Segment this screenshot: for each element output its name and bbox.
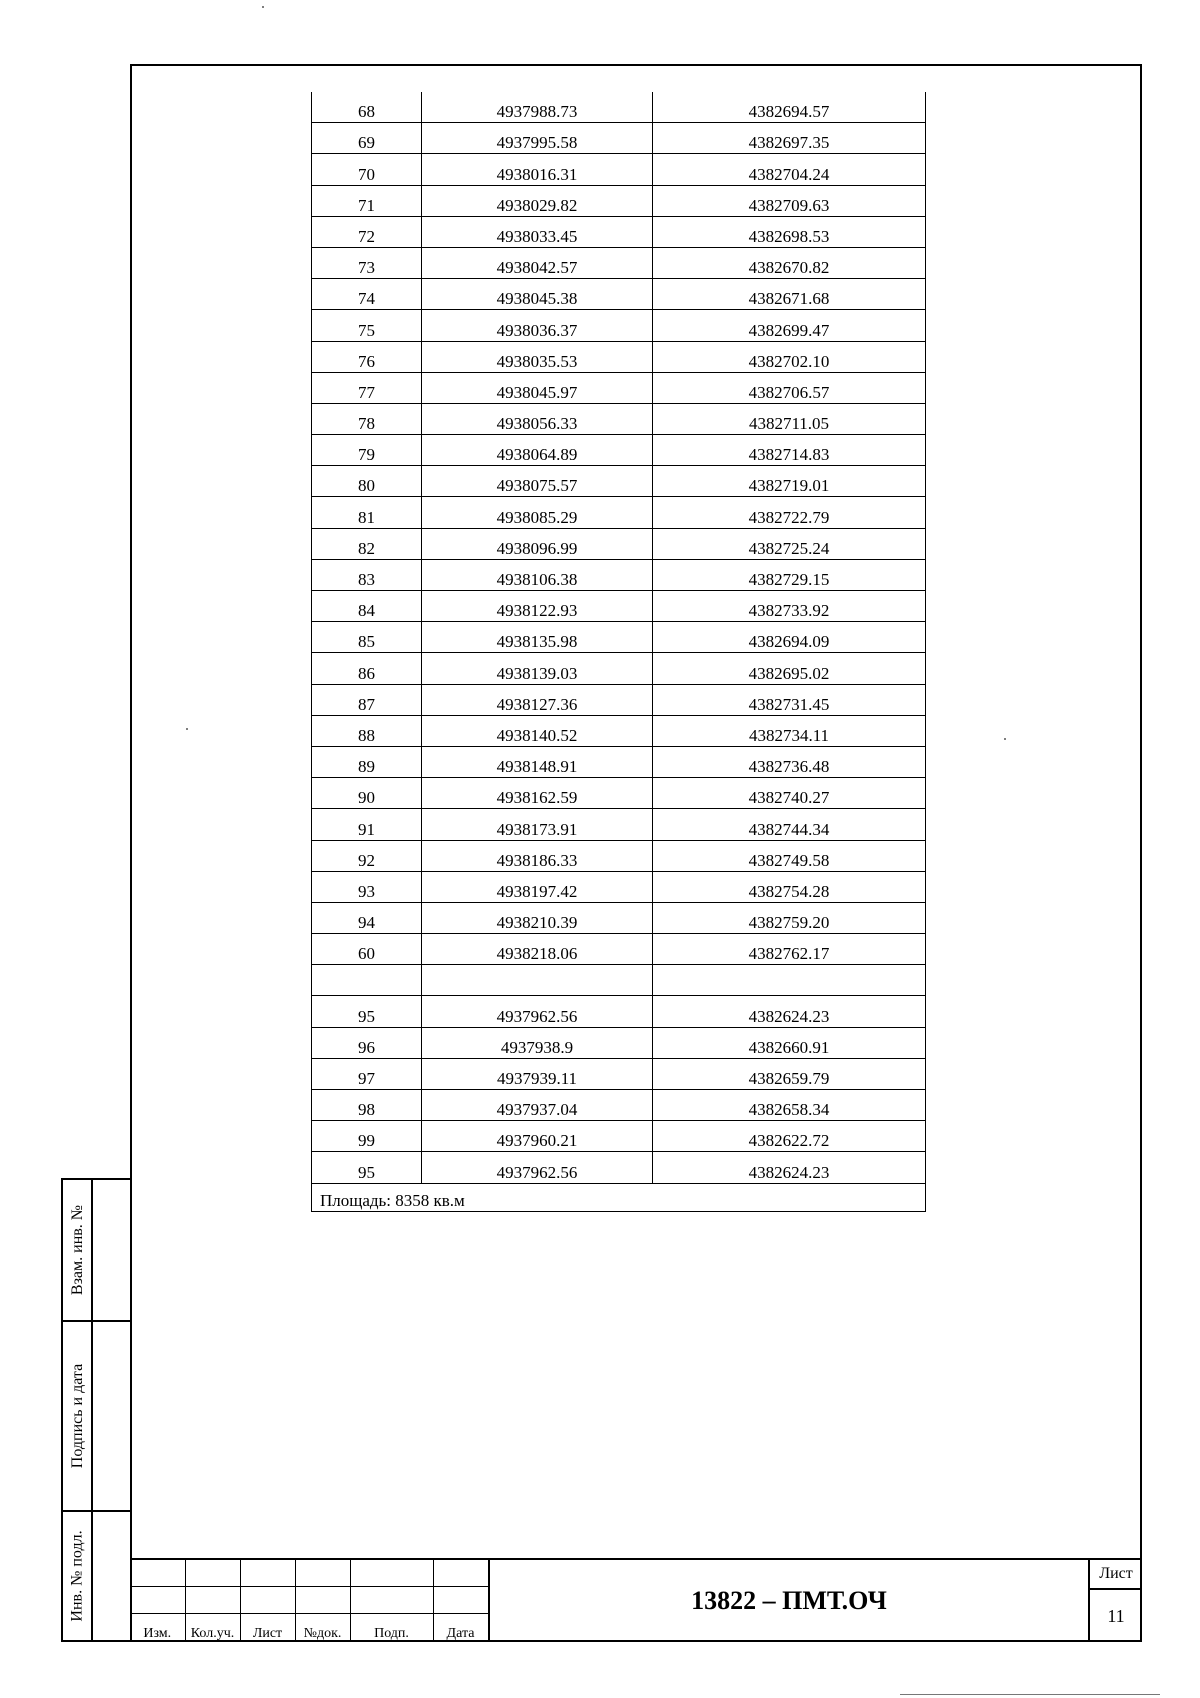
table-row <box>312 778 926 809</box>
x-coordinate: 4938056.33 <box>422 403 653 434</box>
table-row <box>312 1027 926 1058</box>
y-coordinate: 4382659.79 <box>653 1058 926 1089</box>
point-number: 71 <box>312 185 422 216</box>
point-number: 74 <box>312 279 422 310</box>
x-coordinate: 4938045.97 <box>422 372 653 403</box>
point-number: 77 <box>312 372 422 403</box>
table-row <box>312 341 926 372</box>
title-block <box>130 1558 1142 1642</box>
area-cell: Площадь: 8358 кв.м <box>312 1183 926 1211</box>
point-number: 84 <box>312 591 422 622</box>
x-coordinate: 4938096.99 <box>422 528 653 559</box>
x-coordinate: 4937962.56 <box>422 1152 653 1183</box>
point-number: 95 <box>312 1152 422 1183</box>
x-coordinate: 4938162.59 <box>422 778 653 809</box>
table-row <box>312 559 926 590</box>
point-number <box>312 965 422 996</box>
podpis-data-label: Подпись и дата <box>69 1363 86 1469</box>
table-row <box>312 528 926 559</box>
y-coordinate: 4382740.27 <box>653 778 926 809</box>
x-coordinate: 4938035.53 <box>422 341 653 372</box>
table-row <box>312 497 926 528</box>
point-number: 72 <box>312 216 422 247</box>
x-coordinate: 4938075.57 <box>422 466 653 497</box>
table-row <box>312 653 926 684</box>
x-coordinate: 4938064.89 <box>422 435 653 466</box>
x-coordinate: 4938148.91 <box>422 746 653 777</box>
y-coordinate: 4382749.58 <box>653 840 926 871</box>
table-row <box>312 154 926 185</box>
y-coordinate: 4382711.05 <box>653 403 926 434</box>
point-number: 73 <box>312 247 422 278</box>
point-number: 86 <box>312 653 422 684</box>
point-number: 88 <box>312 715 422 746</box>
x-coordinate: 4938042.57 <box>422 247 653 278</box>
document-code: 13822 – ПМТ.ОЧ <box>488 1560 1088 1642</box>
y-coordinate: 4382694.09 <box>653 622 926 653</box>
x-coordinate: 4938173.91 <box>422 809 653 840</box>
table-row <box>312 809 926 840</box>
coordinates-table-body <box>312 92 926 1183</box>
point-number: 95 <box>312 996 422 1027</box>
table-row <box>312 934 926 965</box>
table-row <box>312 216 926 247</box>
y-coordinate: 4382714.83 <box>653 435 926 466</box>
y-coordinate: 4382699.47 <box>653 310 926 341</box>
table-row <box>312 185 926 216</box>
scan-speck <box>262 6 264 8</box>
vzam-inv-label: Взам. инв. № <box>69 1204 87 1296</box>
table-row <box>312 1090 926 1121</box>
point-number: 69 <box>312 123 422 154</box>
y-coordinate: 4382759.20 <box>653 902 926 933</box>
x-coordinate: 4938197.42 <box>422 871 653 902</box>
y-coordinate: 4382719.01 <box>653 466 926 497</box>
y-coordinate: 4382744.34 <box>653 809 926 840</box>
y-coordinate: 4382697.35 <box>653 123 926 154</box>
hdr-izm: Изм. <box>130 1614 185 1643</box>
x-coordinate: 4937962.56 <box>422 996 653 1027</box>
y-coordinate: 4382762.17 <box>653 934 926 965</box>
point-number: 82 <box>312 528 422 559</box>
y-coordinate: 4382624.23 <box>653 1152 926 1183</box>
point-number: 98 <box>312 1090 422 1121</box>
table-row <box>312 123 926 154</box>
y-coordinate: 4382754.28 <box>653 871 926 902</box>
x-coordinate: 4938122.93 <box>422 591 653 622</box>
scan-speck <box>1004 738 1006 740</box>
point-number: 94 <box>312 902 422 933</box>
revision-grid <box>130 1560 489 1642</box>
table-row <box>312 435 926 466</box>
point-number: 70 <box>312 154 422 185</box>
x-coordinate: 4937938.9 <box>422 1027 653 1058</box>
hdr-podp: Подп. <box>350 1614 433 1643</box>
y-coordinate: 4382722.79 <box>653 497 926 528</box>
x-coordinate: 4937988.73 <box>422 92 653 123</box>
table-row <box>312 840 926 871</box>
sheet-number: 11 <box>1107 1606 1125 1626</box>
x-coordinate: 4938029.82 <box>422 185 653 216</box>
x-coordinate: 4937937.04 <box>422 1090 653 1121</box>
x-coordinate: 4938210.39 <box>422 902 653 933</box>
x-coordinate: 4938045.38 <box>422 279 653 310</box>
y-coordinate: 4382660.91 <box>653 1027 926 1058</box>
point-number: 91 <box>312 809 422 840</box>
y-coordinate: 4382624.23 <box>653 996 926 1027</box>
table-row <box>312 403 926 434</box>
table-row <box>312 466 926 497</box>
y-coordinate: 4382695.02 <box>653 653 926 684</box>
y-coordinate: 4382702.10 <box>653 341 926 372</box>
x-coordinate: 4938016.31 <box>422 154 653 185</box>
table-row <box>312 746 926 777</box>
x-coordinate: 4937939.11 <box>422 1058 653 1089</box>
point-number: 79 <box>312 435 422 466</box>
point-number: 85 <box>312 622 422 653</box>
hdr-kol-uch: Кол.уч. <box>185 1614 240 1643</box>
point-number: 76 <box>312 341 422 372</box>
point-number: 81 <box>312 497 422 528</box>
point-number: 75 <box>312 310 422 341</box>
x-coordinate <box>422 965 653 996</box>
y-coordinate: 4382725.24 <box>653 528 926 559</box>
y-coordinate: 4382734.11 <box>653 715 926 746</box>
point-number: 89 <box>312 746 422 777</box>
point-number: 60 <box>312 934 422 965</box>
hdr-list: Лист <box>240 1614 295 1643</box>
side-stamp-strip <box>61 1178 130 1642</box>
sheet-label: Лист <box>1090 1560 1142 1590</box>
table-row <box>312 1152 926 1183</box>
x-coordinate: 4937960.21 <box>422 1121 653 1152</box>
y-coordinate: 4382709.63 <box>653 185 926 216</box>
table-row <box>312 310 926 341</box>
y-coordinate: 4382658.34 <box>653 1090 926 1121</box>
hdr-ndok: №док. <box>295 1614 350 1643</box>
table-row <box>312 965 926 996</box>
x-coordinate: 4937995.58 <box>422 123 653 154</box>
x-coordinate: 4938218.06 <box>422 934 653 965</box>
x-coordinate: 4938139.03 <box>422 653 653 684</box>
point-number: 78 <box>312 403 422 434</box>
table-row <box>312 247 926 278</box>
point-number: 96 <box>312 1027 422 1058</box>
table-row <box>312 902 926 933</box>
y-coordinate: 4382731.45 <box>653 684 926 715</box>
y-coordinate: 4382671.68 <box>653 279 926 310</box>
table-row <box>312 871 926 902</box>
table-row <box>312 92 926 123</box>
point-number: 83 <box>312 559 422 590</box>
y-coordinate: 4382704.24 <box>653 154 926 185</box>
table-row <box>312 591 926 622</box>
y-coordinate: 4382694.57 <box>653 92 926 123</box>
point-number: 93 <box>312 871 422 902</box>
point-number: 99 <box>312 1121 422 1152</box>
coordinates-table <box>311 92 926 1212</box>
point-number: 90 <box>312 778 422 809</box>
table-row <box>312 1058 926 1089</box>
point-number: 80 <box>312 466 422 497</box>
table-row <box>312 996 926 1027</box>
table-row <box>312 684 926 715</box>
table-row <box>312 715 926 746</box>
x-coordinate: 4938036.37 <box>422 310 653 341</box>
x-coordinate: 4938033.45 <box>422 216 653 247</box>
table-row <box>312 372 926 403</box>
point-number: 97 <box>312 1058 422 1089</box>
x-coordinate: 4938127.36 <box>422 684 653 715</box>
x-coordinate: 4938186.33 <box>422 840 653 871</box>
table-row <box>312 1121 926 1152</box>
y-coordinate <box>653 965 926 996</box>
y-coordinate: 4382736.48 <box>653 746 926 777</box>
y-coordinate: 4382733.92 <box>653 591 926 622</box>
x-coordinate: 4938140.52 <box>422 715 653 746</box>
x-coordinate: 4938085.29 <box>422 497 653 528</box>
y-coordinate: 4382622.72 <box>653 1121 926 1152</box>
scan-speck <box>186 728 188 730</box>
y-coordinate: 4382706.57 <box>653 372 926 403</box>
sheet-box <box>1088 1560 1142 1642</box>
x-coordinate: 4938106.38 <box>422 559 653 590</box>
point-number: 68 <box>312 92 422 123</box>
y-coordinate: 4382670.82 <box>653 247 926 278</box>
table-row <box>312 279 926 310</box>
y-coordinate: 4382698.53 <box>653 216 926 247</box>
point-number: 87 <box>312 684 422 715</box>
hdr-data: Дата <box>433 1614 488 1643</box>
revision-header-row <box>130 1614 488 1643</box>
x-coordinate: 4938135.98 <box>422 622 653 653</box>
area-row <box>312 1183 926 1211</box>
point-number: 92 <box>312 840 422 871</box>
inv-podl-label: Инв. № подл. <box>69 1530 87 1622</box>
scan-line <box>900 1694 1160 1695</box>
table-row <box>312 622 926 653</box>
y-coordinate: 4382729.15 <box>653 559 926 590</box>
